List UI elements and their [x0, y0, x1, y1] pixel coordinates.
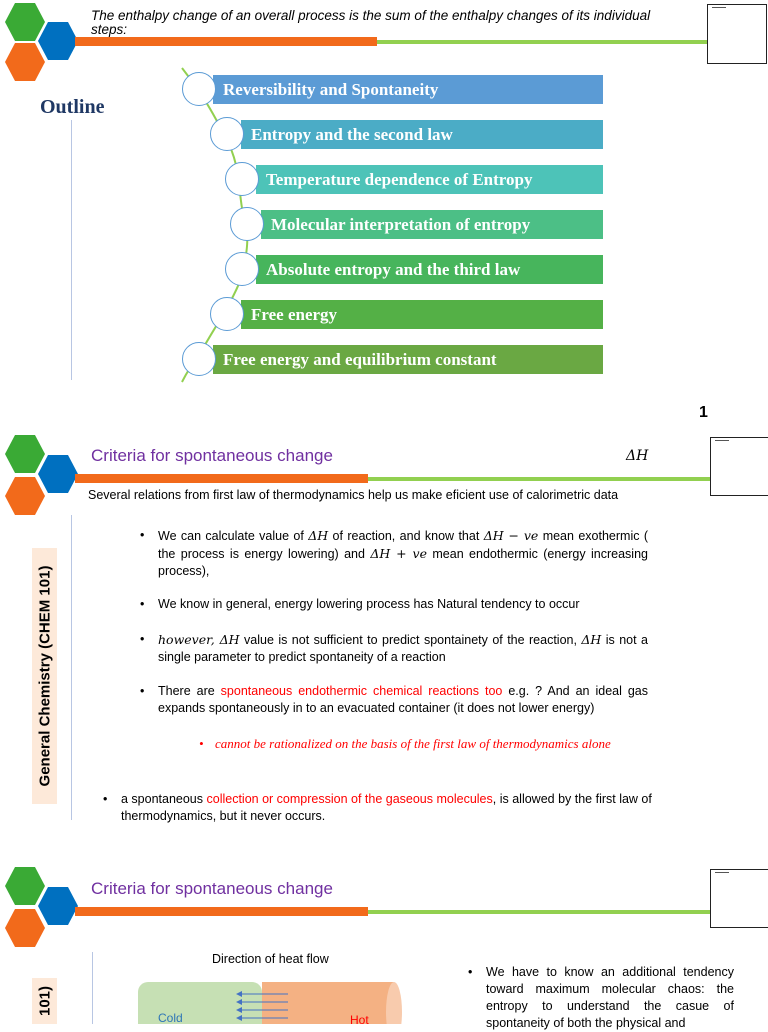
- outline-bullet-circle: [225, 252, 259, 286]
- side-course-label: [32, 978, 57, 1024]
- outline-bullet-circle: [210, 297, 244, 331]
- sub-bullet: • cannot be rationalized on the basis of the first law of thermodynamics alone: [199, 736, 611, 751]
- outline-divider: [71, 120, 72, 380]
- outline-item: Molecular interpretation of entropy: [261, 210, 603, 239]
- outline-bullet-circle: [230, 207, 264, 241]
- hexagon-blue-icon: [38, 887, 78, 925]
- outline-heading: Outline: [40, 96, 105, 118]
- slide-thumbnail: [710, 437, 768, 496]
- hexagon-blue-icon: [38, 22, 78, 60]
- hexagon-green-icon: [5, 3, 45, 41]
- outline-item: Entropy and the second law: [241, 120, 603, 149]
- outline-bullet-circle: [225, 162, 259, 196]
- corner-symbol: ΔH: [626, 448, 649, 464]
- slide-subtitle: Several relations from first law of thermodynamics help us make eficient use of calorimetric data: [88, 488, 619, 502]
- header-bar-orange: [75, 474, 368, 483]
- cold-label: Cold: [158, 1011, 183, 1024]
- content-divider: [71, 515, 72, 820]
- outline-bullet-circle: [182, 72, 216, 106]
- header-bar-orange: [75, 907, 368, 916]
- outline-bullet-circle: [182, 342, 216, 376]
- slide-title: Criteria for spontaneous change: [91, 446, 333, 465]
- heat-flow-diagram: [130, 978, 410, 1024]
- header-bar-green: [377, 40, 725, 44]
- slide-header-text: The enthalpy change of an overall process is the sum of the enthalpy changes of its individual steps:: [91, 8, 651, 37]
- hexagon-orange-icon: [5, 909, 45, 947]
- hexagon-orange-icon: [5, 43, 45, 81]
- side-course-label: [32, 548, 57, 804]
- slide-title: Criteria for spontaneous change: [91, 879, 333, 898]
- hexagon-blue-icon: [38, 455, 78, 493]
- diagram-title: Direction of heat flow: [212, 952, 329, 966]
- slide-thumbnail: [710, 869, 768, 928]
- outline-item: Reversibility and Spontaneity: [213, 75, 603, 104]
- content-divider: [92, 952, 93, 1024]
- header-bar-orange: [75, 37, 377, 46]
- bullet-5: • a spontaneous collection or compression of the gaseous molecules, is allowed by the first law of thermodynamics, but it never occurs.: [103, 792, 652, 823]
- right-bullet: • We have to know an additional tendency toward maximum molecular chaos: the entropy to understand the casue of spontaneity of both the physical and: [468, 965, 734, 1030]
- side-course-text: 101): [36, 985, 53, 1017]
- side-course-text: General Chemistry (CHEM 101): [36, 565, 53, 787]
- outline-item: Free energy: [241, 300, 603, 329]
- bullet-3: • however, ΔH value is not sufficient to predict spontainety of the reaction, ΔH is not a single parameter to predict spontaneity of a reaction: [140, 632, 648, 664]
- hexagon-green-icon: [5, 435, 45, 473]
- hot-label: Hot: [350, 1013, 369, 1024]
- outline-bullet-circle: [210, 117, 244, 151]
- hexagon-green-icon: [5, 867, 45, 905]
- slide-thumbnail: [707, 4, 767, 64]
- outline-item: Absolute entropy and the third law: [256, 255, 603, 284]
- outline-item: Temperature dependence of Entropy: [256, 165, 603, 194]
- hexagon-orange-icon: [5, 477, 45, 515]
- bullet-4: • There are spontaneous endothermic chemical reactions too e.g. ? And an ideal gas expands spontaneously in to an evacuated container (it does not lower energy): [140, 684, 649, 715]
- header-bar-green: [368, 477, 716, 481]
- bullet-2: • We know in general, energy lowering process has Natural tendency to occur: [140, 597, 580, 611]
- header-bar-green: [368, 910, 716, 914]
- outline-item: Free energy and equilibrium constant: [213, 345, 603, 374]
- bullet-1: • We can calculate value of ΔH of reaction, and know that ΔH − ve mean exothermic ( the process is energy lowering) and ΔH + ve mean endothermic (energy increasing process),: [140, 528, 649, 578]
- page-number: 1: [699, 404, 708, 421]
